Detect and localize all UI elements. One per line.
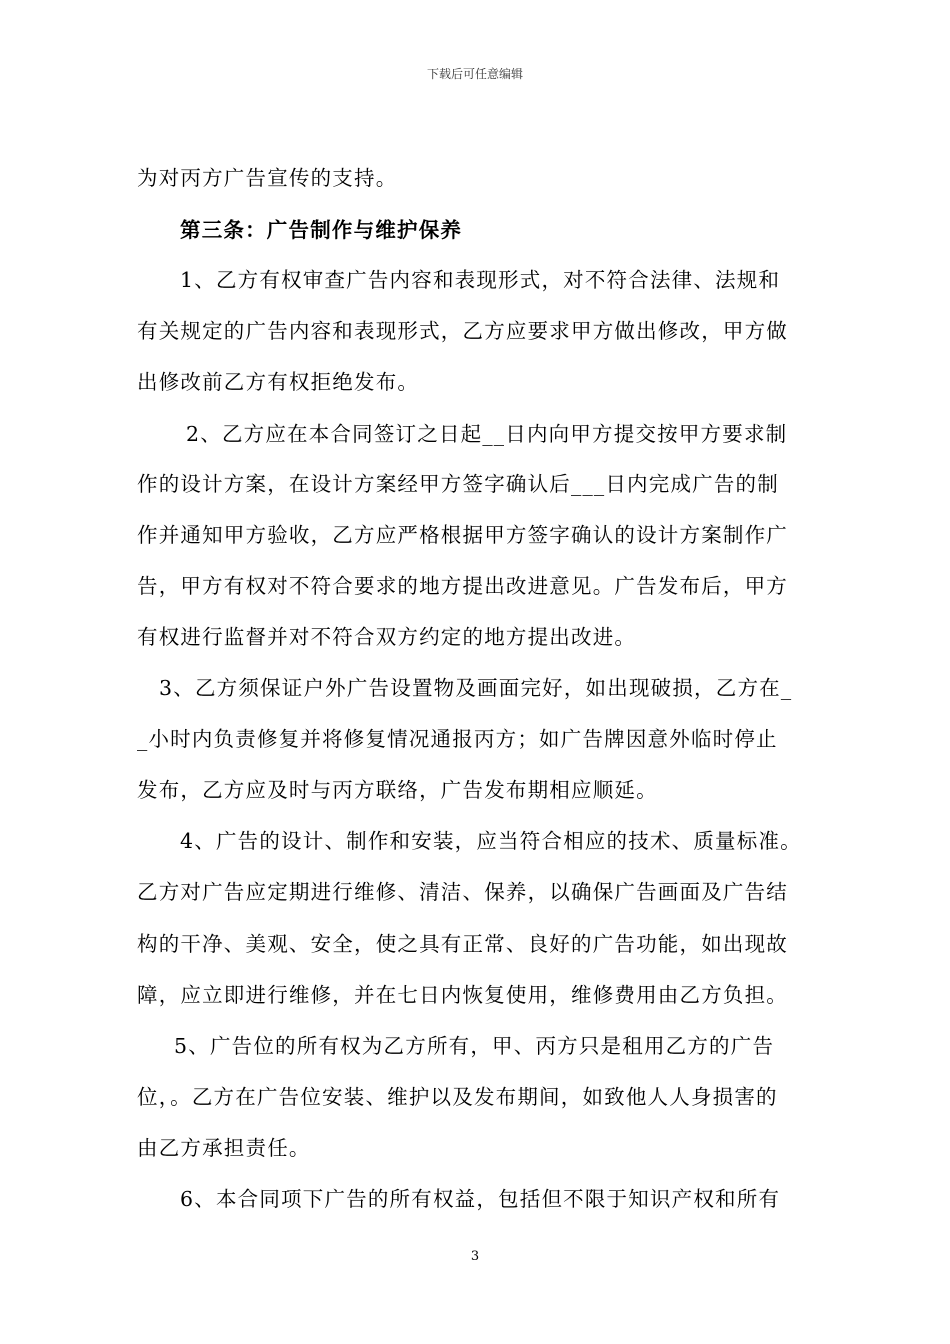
body-line: 告，甲方有权对不符合要求的地方提出改进意见。广告发布后，甲方 [137,574,788,598]
section-heading: 第三条：广告制作与维护保养 [180,218,463,242]
body-line: 障，应立即进行维修，并在七日内恢复使用，维修费用由乙方负担。 [137,983,788,1007]
body-line: 发布，乙方应及时与丙方联络，广告发布期相应顺延。 [137,778,658,802]
body-line: 由乙方承担责任。 [137,1136,311,1160]
body-line: _小时内负责修复并将修复情况通报丙方；如广告牌因意外临时停止 [137,727,778,751]
body-line: 1、乙方有权审查广告内容和表现形式，对不符合法律、法规和 [180,268,781,292]
body-line: 有权进行监督并对不符合双方约定的地方提出改进。 [137,625,637,649]
body-line: 4、广告的设计、制作和安装，应当符合相应的技术、质量标准。 [180,829,802,853]
body-line: 为对丙方广告宣传的支持。 [137,166,398,190]
body-line: 有关规定的广告内容和表现形式，乙方应要求甲方做出修改，甲方做 [137,319,788,343]
body-line: 作的设计方案，在设计方案经甲方签字确认后___日内完成广告的制 [137,472,779,496]
body-line: 位，。乙方在广告位安装、维护以及发布期间，如致他人人身损害的 [137,1085,778,1109]
body-line: 5、广告位的所有权为乙方所有，甲、丙方只是租用乙方的广告 [174,1034,775,1058]
body-line: 构的干净、美观、安全，使之具有正常、良好的广告功能，如出现故 [137,932,788,956]
page-number: 3 [470,1249,480,1264]
body-line: 2、乙方应在本合同签订之日起__日内向甲方提交按甲方要求制 [186,422,788,446]
body-line: 出修改前乙方有权拒绝发布。 [137,370,420,394]
page-header: 下载后可任意编辑 [426,67,523,81]
body-line: 作并通知甲方验收，乙方应严格根据甲方签字确认的设计方案制作广 [137,523,788,547]
body-line: 乙方对广告应定期进行维修、清洁、保养，以确保广告画面及广告结 [137,880,788,904]
body-line: 6、本合同项下广告的所有权益，包括但不限于知识产权和所有 [180,1187,781,1211]
body-line: 3、乙方须保证户外广告设置物及画面完好，如出现破损，乙方在_ [159,676,793,700]
